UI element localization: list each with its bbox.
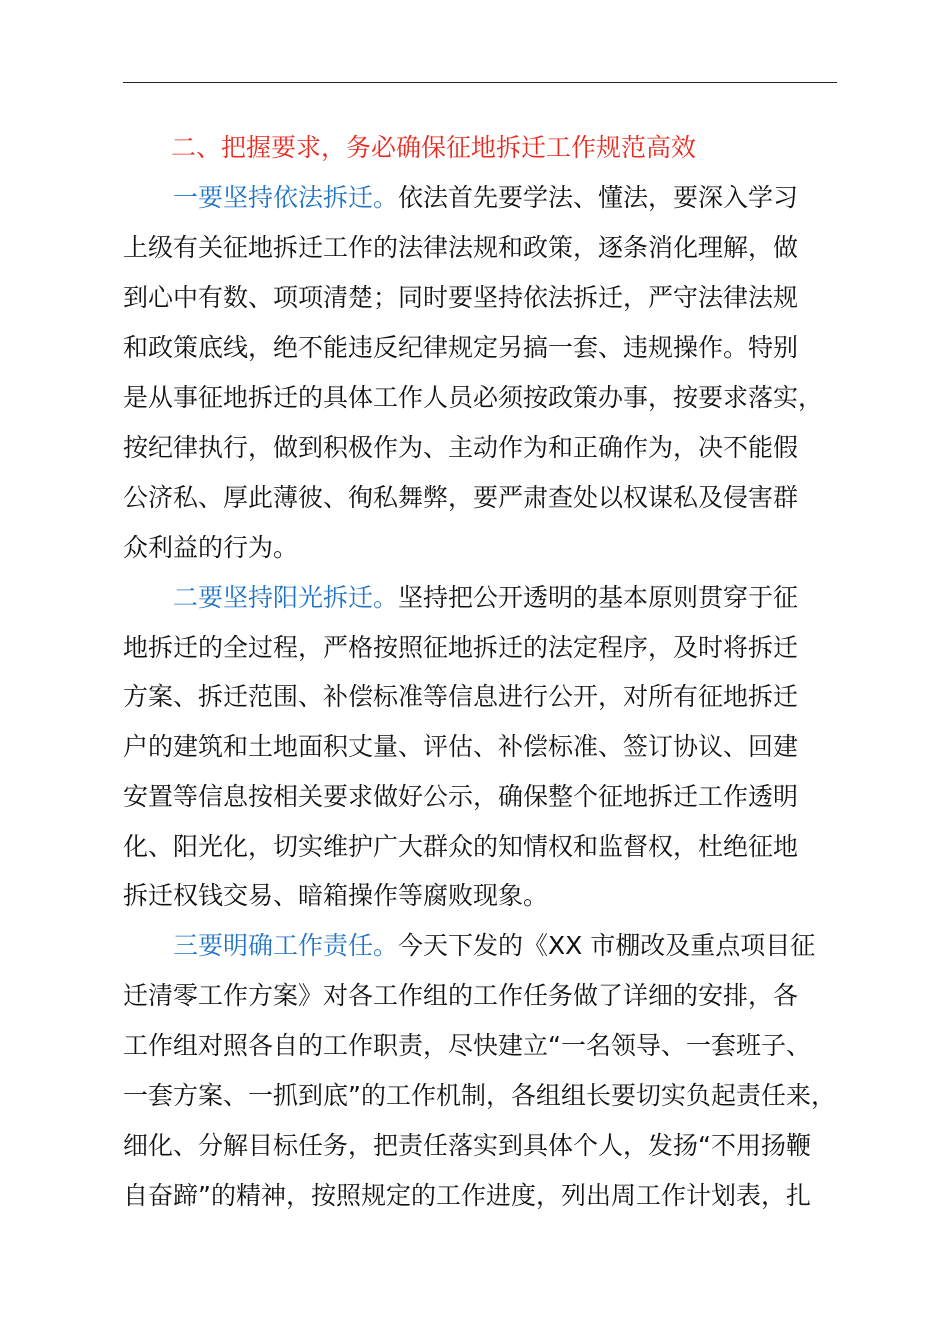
- paragraph-line: 地拆迁的全过程，严格按照征地拆迁的法定程序，及时将拆迁: [123, 633, 799, 662]
- paragraph-line: 按纪律执行，做到积极作为、主动作为和正确作为，决不能假: [123, 433, 799, 462]
- paragraph-line: 化、阳光化，切实维护广大群众的知情权和监督权，杜绝征地: [123, 832, 799, 861]
- paragraph-line: 工作组对照各自的工作职责，尽快建立“一名领导、一套班子、: [123, 1031, 811, 1060]
- paragraph-line: 自奋蹄”的精神，按照规定的工作进度，列出周工作计划表，扎: [123, 1181, 811, 1210]
- paragraph-line: 三要明确工作责任。今天下发的《XX 市棚改及重点项目征: [173, 931, 816, 960]
- paragraph-line: 和政策底线，绝不能违反纪律规定另搞一套、违规操作。特别: [123, 333, 799, 362]
- paragraph-line: 方案、拆迁范围、补偿标准等信息进行公开，对所有征地拆迁: [123, 682, 799, 711]
- paragraph-line: 众利益的行为。: [123, 533, 299, 562]
- paragraph-line: 拆迁权钱交易、暗箱操作等腐败现象。: [123, 881, 549, 910]
- paragraph-line: 到心中有数、项项清楚；同时要坚持依法拆迁，严守法律法规: [123, 283, 799, 312]
- paragraph-lead: 三要明确工作责任。: [173, 931, 399, 960]
- section-heading: 二、把握要求，务必确保征地拆迁工作规范高效: [171, 133, 697, 162]
- header-rule: [123, 82, 837, 83]
- paragraph-line: 迁清零工作方案》对各工作组的工作任务做了详细的安排，各: [123, 981, 799, 1010]
- paragraph-line: 户的建筑和土地面积丈量、评估、补偿标准、签订协议、回建: [123, 732, 799, 761]
- paragraph-line: 二要坚持阳光拆迁。坚持把公开透明的基本原则贯穿于征: [173, 583, 799, 612]
- paragraph-lead: 二要坚持阳光拆迁。: [173, 583, 399, 612]
- paragraph-line: 上级有关征地拆迁工作的法律法规和政策，逐条消化理解，做: [123, 233, 799, 262]
- paragraph-lead: 一要坚持依法拆迁。: [173, 183, 399, 212]
- paragraph-line: 是从事征地拆迁的具体工作人员必须按政策办事，按要求落实，: [123, 383, 824, 412]
- paragraph-line: 一要坚持依法拆迁。依法首先要学法、懂法，要深入学习: [173, 183, 799, 212]
- paragraph-line: 细化、分解目标任务，把责任落实到具体个人，发扬“不用扬鞭: [123, 1131, 811, 1160]
- paragraph-line: 公济私、厚此薄彼、徇私舞弊，要严肃查处以权谋私及侵害群: [123, 483, 799, 512]
- paragraph-line: 一套方案、一抓到底”的工作机制，各组组长要切实负起责任来，: [123, 1081, 836, 1110]
- paragraph-line: 安置等信息按相关要求做好公示，确保整个征地拆迁工作透明: [123, 782, 799, 811]
